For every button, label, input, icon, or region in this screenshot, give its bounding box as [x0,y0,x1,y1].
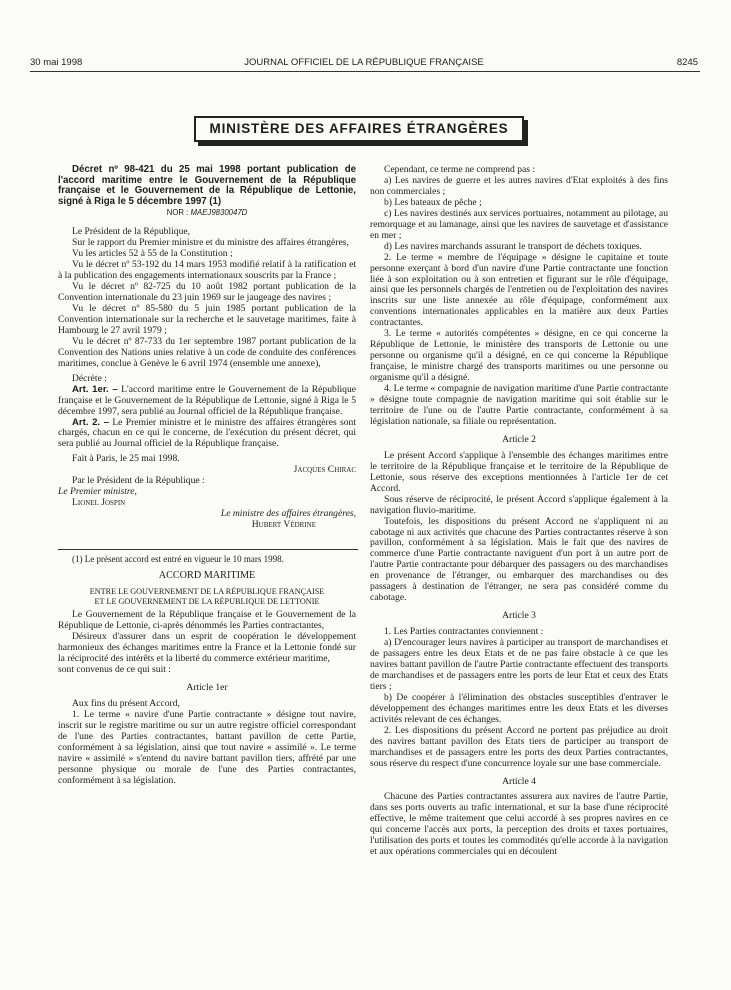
article-1-item-c: c) Les navires destinés aux services portuaires, notamment au pilotage, au remorquage et au lamanage, ainsi que les navires de sauvetage et d'assistance en mer ; [370,207,668,241]
article-4-p1: Chacune des Parties contractantes assurera aux navires de l'autre Partie, dans ses ports ouverts au trafic international, et sur la base d'une réciprocité effective, le même traitement que celui accordé à ses propres navires en ce qui concerne l'accès aux ports, la perception des droits et taxes portuaires, l'utilisation des ports et toutes les commodités qu'elle accorde à la navigation et aux opérations commerciales qui en découlent [370,791,668,858]
ministry-heading: MINISTÈRE DES AFFAIRES ÉTRANGÈRES [194,116,524,142]
article-2-label: Art. 2. – [72,416,109,428]
parties-line-2: ET LE GOUVERNEMENT DE LA RÉPUBLIQUE DE LETTONIE [94,596,320,606]
article-1-label: Art. 1er. – [72,383,118,395]
prime-minister-name: Lionel Jospin [72,497,126,509]
journal-title: JOURNAL OFFICIEL DE LA RÉPUBLIQUE FRANÇAISE [244,57,484,68]
visa-decree-1987: Vu le décret nº 87-733 du 1er septembre 1987 portant publication de la Convention des Nations unies relative à un code de conduite des conférences maritimes, conclue à Genève le 6 avril 1974 (ensemble une annexe), [58,335,356,369]
article-4-heading: Article 4 [502,775,536,787]
header-rule [30,71,700,72]
preamble-parties: Le Gouvernement de la République française et le Gouvernement de la République de Lettonie, ci-après dénommés les Parties contractantes, [58,609,356,632]
article-1-item-d: d) Les navires marchands assurant le transport de déchets toxiques. [384,240,642,252]
visa-decree-1953: Vu le décret nº 53-192 du 14 mars 1953 modifié relatif à la ratification et à la publication des engagements internationaux souscrits par la France ; [58,259,356,282]
article-1-p4: 4. Le terme « compagnie de navigation maritime d'une Partie contractante » désigne toute compagnie de navigation maritime qui soit établie sur le territoire de l'une ou de l'autre Partie contractante, conformément à sa législation nationale, sa filiale ou représentation. [370,383,668,427]
visa-president: Le Président de la République, [72,226,191,238]
article-1-p2: 2. Le terme « membre de l'équipage » désigne le capitaine et toute personne exerçant à bord d'un navire d'une Partie contractante une fonction liée à son exploitation ou à son entretien et figurant sur le rôle d'équipage, ainsi que les personnels chargés de l'entretien ou de l'exploitation des navires inscrits sur une liste annexée au rôle d'équipage, conformément aux conventions internationales applicables en la matière aux deux Parties contractantes. [370,251,668,329]
preamble-desireux: Désireux d'assurer dans un esprit de coopération le développement harmonieux des échanges maritimes entre la France et la Lettonie fondé sur la réciprocité des intérêts et la liberté du commerce extérieur maritime, [58,631,356,664]
prime-minister-title: Le Premier ministre, [58,486,137,498]
article-2-heading: Article 2 [502,433,536,445]
right-column [370,165,668,858]
accord-title: ACCORD MARITIME [158,570,256,582]
article-2-decree [58,418,356,451]
page-header [30,57,698,71]
accord-parties [58,587,356,606]
signer-president: Jacques Chirac [293,464,356,476]
footnote-rule [58,549,358,550]
ministry-heading-box [194,116,528,146]
article-2-p2: Sous réserve de réciprocité, le présent Accord s'applique également à la navigation fluvio-maritime. [370,493,668,516]
by-president: Par le Président de la République : [72,475,205,487]
article-3-heading: Article 3 [502,610,536,622]
article-2-p1: Le présent Accord s'applique à l'ensemble des échanges maritimes entre le territoire de la République française et le territoire de la République de Lettonie, sous réserve des exceptions mentionnées à l'article 1er de cet Accord. [370,449,668,494]
nor-reference [58,208,356,219]
article-3-item-b: b) De coopérer à l'élimination des obstacles susceptibles d'entraver le développement des échanges maritimes entre les deux Etats et les diverses activités relevant de ces échanges. [370,691,668,725]
footnote: (1) Le présent accord est entré en vigueur le 10 mars 1998. [72,554,284,565]
article-3-item-a: a) D'encourager leurs navires à participer au transport de marchandises et de passagers entre les deux Etats et de ne pas faire obstacle à ce que les navires battant pavillon de l'autre Partie contractante effectuent des transports de marchandises et de passagers entre les ports de leur Etat et ceux des Etats tiers ; [370,637,668,692]
page-number: 8245 [676,57,698,68]
article-1-p1: 1. Le terme « navire d'une Partie contractante » désigne tout navire, inscrit sur le registre maritime ou sur un autre registre officiel correspondant de l'une des Parties contractantes, battant pavillon de cette Partie, conformément à sa législation, ainsi que tout navire « assimilé ». Le terme navire « assimilé » s'entend du navire battant pavillon tiers, affrété par une personne physique ou morale de l'une des Parties contractantes, conformément à sa législation. [58,708,356,786]
article-1-decree [58,385,356,418]
decrete-line: Décrète : [72,372,107,384]
article-1-p1b: Cependant, ce terme ne comprend pas : [384,164,536,175]
nor-label: NOR : [166,208,189,218]
visa-report: Sur le rapport du Premier ministre et du ministre des affaires étrangères, [72,237,349,249]
article-2-p3: Toutefois, les dispositions du présent Accord ne s'appliquent ni au cabotage ni aux activités que chacune des Parties contractantes réserve à son pavillon, conformément à sa législation. Mais le fait que des navires de commerce d'une Partie contractante naviguent d'un port à un autre port de l'autre Partie contractante pour débarquer des passagers ou des marchandises en provenance de l'étranger, ou embarquer des marchandises ou des passagers à destination de l'étranger, ne sera pas considéré comme du cabotage. [370,515,668,604]
visa-decree-1982: Vu le décret nº 82-725 du 10 août 1982 portant publication de la Convention internationale du 23 juin 1969 sur le jaugeage des navires ; [58,281,356,304]
article-1-intro: Aux fins du présent Accord, [72,697,180,709]
foreign-minister-title: Le ministre des affaires étrangères, [220,508,356,520]
article-1-heading: Article 1er [186,681,228,693]
left-column [58,165,356,786]
article-1-text: L'accord maritime entre le Gouvernement de la République française et le Gouvernement de la République de Lettonie, signé à Riga le 5 décembre 1997, sera publié au Journal officiel de la République française. [58,383,357,417]
done-at: Fait à Paris, le 25 mai 1998. [72,453,180,465]
header-date: 30 mai 1998 [30,57,83,68]
preamble-convenus: sont convenus de ce qui suit : [58,663,171,675]
article-2-text: Le Premier ministre et le ministre des affaires étrangères sont chargés, chacun en ce qui le concerne, de l'exécution du présent décret, qui sera publié au Journal officiel de la République française. [58,416,356,450]
visa-decree-1985: Vu le décret nº 85-580 du 5 juin 1985 portant publication de la Convention internationale sur la recherche et le sauvetage maritimes, faite à Hambourg le 27 avril 1979 ; [58,303,356,336]
article-1-item-b: b) Les bateaux de pêche ; [384,196,482,208]
foreign-minister-name: Hubert Védrine [251,519,316,531]
article-3-p2: 2. Les dispositions du présent Accord ne portent pas préjudice au droit des navires battant pavillon des Etats tiers de participer au transport de marchandises et de passagers entre les ports des deux Parties contractantes, sous réserve du respect d'une concurrence loyale sur une base commerciale. [370,724,668,769]
article-1-item-a: a) Les navires de guerre et les autres navires d'Etat exploités à des fins non commerciales ; [370,174,668,197]
nor-code: MAEJ9830047D [190,208,248,218]
article-3-p1: 1. Les Parties contractantes conviennent : [384,626,544,638]
article-1-p3: 3. Le terme « autorités compétentes » désigne, en ce qui concerne la République de Lettonie, le ministère des transports de Lettonie ou une personne ou organisme qu'il a désigné, en ce qui concerne la République française, le ministre chargé des transports maritimes ou une personne ou organisme qu'il a désigné. [370,328,668,384]
decree-title: Décret nº 98-421 du 25 mai 1998 portant publication de l'accord maritime entre le Gouvernement de la République française et le Gouvernement de la République de Lettonie, signé à Riga le 5 décembre 1997 (1) [58,164,356,207]
visa-constitution: Vu les articles 52 à 55 de la Constitution ; [72,248,233,260]
parties-line-1: ENTRE LE GOUVERNEMENT DE LA RÉPUBLIQUE FRANÇAISE [89,586,325,596]
